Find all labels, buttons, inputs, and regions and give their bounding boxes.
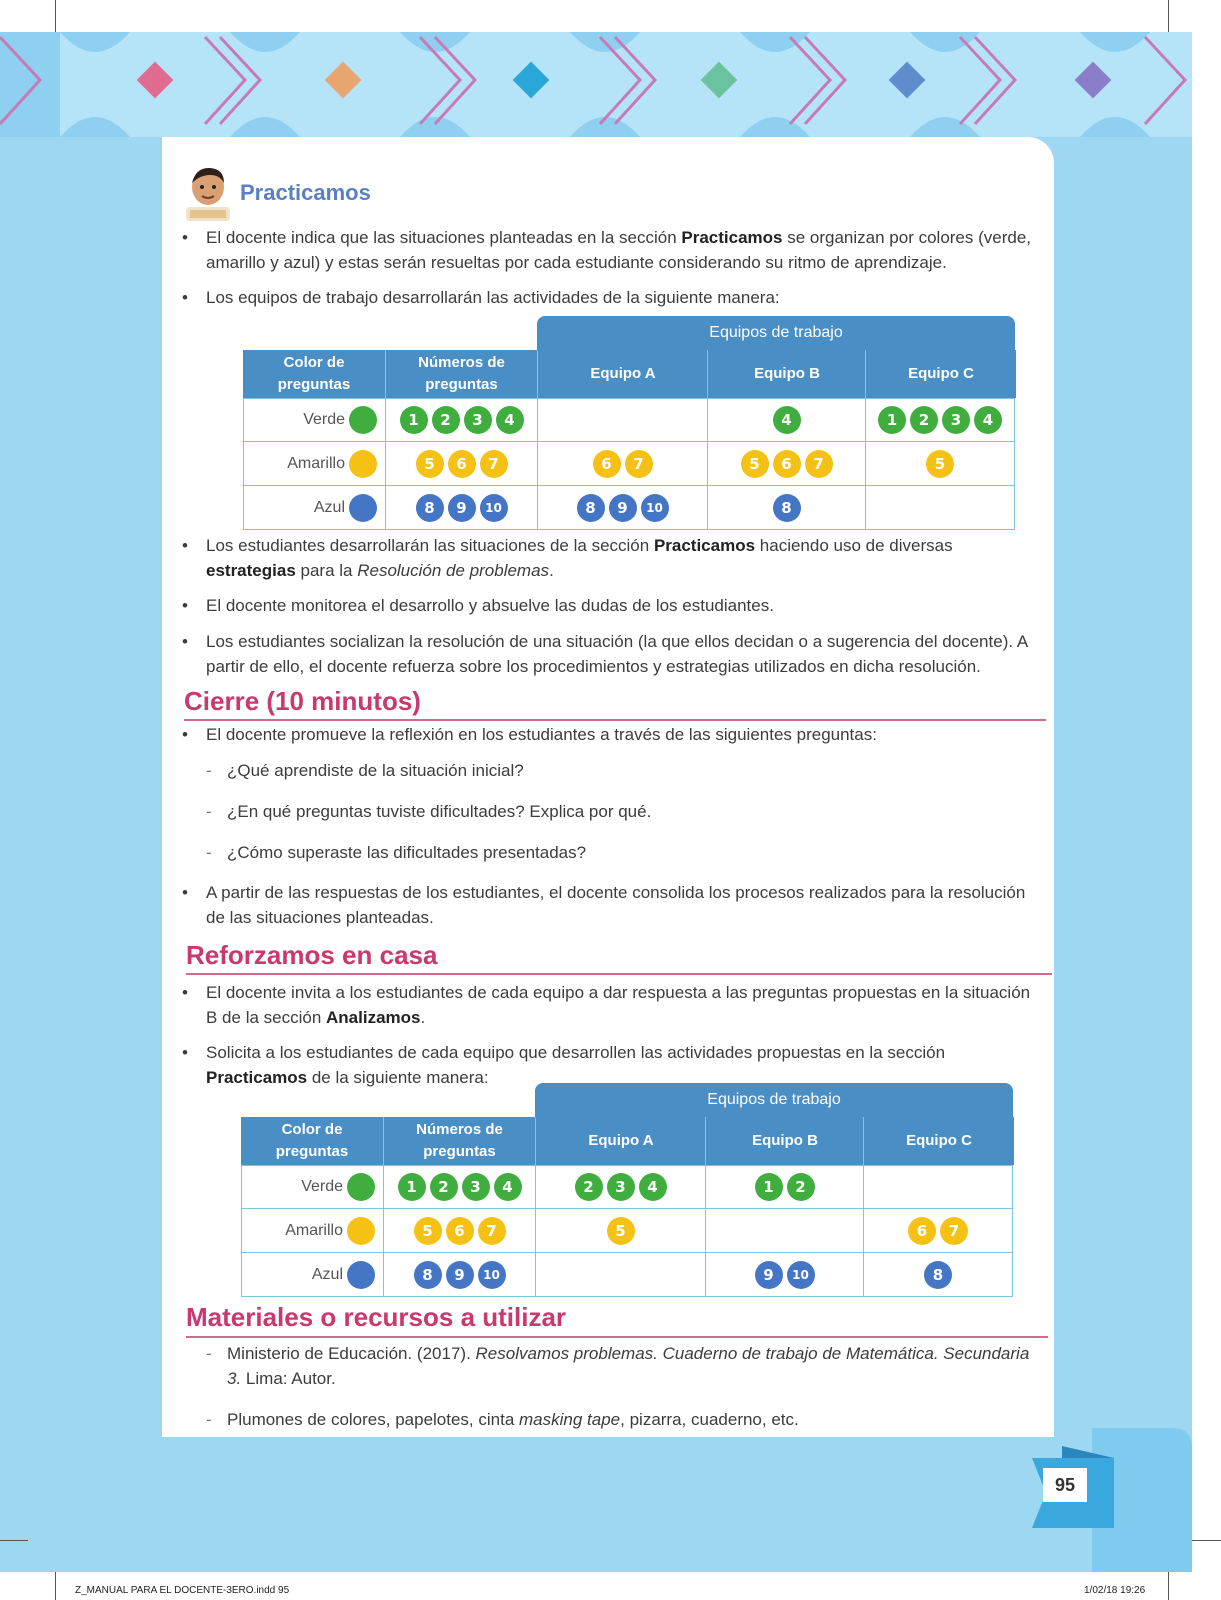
- t2-azul-c: [863, 1252, 1013, 1297]
- section-divider: [186, 973, 1052, 975]
- question-number-badge: 2: [787, 1173, 815, 1201]
- question-number-badge: 6: [446, 1217, 474, 1245]
- row-label-verde: Verde: [241, 1165, 384, 1209]
- color-header: Color de preguntas: [241, 1117, 383, 1165]
- t2-amarillo-b: [705, 1208, 864, 1253]
- t2-amarillo-a: [535, 1208, 706, 1253]
- question-number-badge: 10: [480, 494, 508, 522]
- section-divider: [186, 1336, 1048, 1338]
- question-number-badge: 8: [416, 494, 444, 522]
- question-number-badge: 6: [908, 1217, 936, 1245]
- equipo-b-header: Equipo B: [707, 350, 866, 398]
- question-number-badge: 2: [575, 1173, 603, 1201]
- question-number-badge: 3: [464, 406, 492, 434]
- question-number-badge: 7: [805, 450, 833, 478]
- row-label-amarillo: Amarillo: [243, 441, 386, 486]
- question-number-badge: 8: [924, 1261, 952, 1289]
- question-number-badge: 9: [755, 1261, 783, 1289]
- materiales-title: Materiales o recursos a utilizar: [186, 1302, 567, 1332]
- reforzamos-paragraph-1: El docente invita a los estudiantes de cada equipo a dar respuesta a las preguntas propuestas en la situación B de la sección Analizamos.: [206, 983, 1031, 1027]
- question-number-badge: 4: [494, 1173, 522, 1201]
- practicamos-paragraph-4: El docente monitorea el desarrollo y absuelve las dudas de los estudiantes.: [206, 596, 774, 615]
- color-header: Color de preguntas: [243, 350, 385, 398]
- question-number-badge: 10: [641, 494, 669, 522]
- question-number-badge: 10: [787, 1261, 815, 1289]
- practicamos-title: Practicamos: [240, 180, 371, 205]
- question-number-badge: 8: [414, 1261, 442, 1289]
- blue-dot: [347, 1261, 375, 1289]
- cierre-question-1: ¿Qué aprendiste de la situación inicial?: [227, 761, 524, 780]
- t1-verde-a: [537, 398, 708, 442]
- bullet: •: [182, 536, 188, 555]
- footer-timestamp: 1/02/18 19:26: [1084, 1585, 1146, 1596]
- bullet: •: [182, 883, 188, 902]
- question-number-badge: 3: [462, 1173, 490, 1201]
- question-number-badge: 5: [926, 450, 954, 478]
- question-number-badge: 4: [773, 406, 801, 434]
- equipos-header: Equipos de trabajo: [537, 316, 1015, 350]
- dash: -: [206, 802, 212, 821]
- student-character-icon: [180, 165, 236, 227]
- question-number-badge: 10: [478, 1261, 506, 1289]
- cierre-paragraph-2: A partir de las respuestas de los estudiantes, el docente consolida los procesos realizados para la resolución de las situaciones planteadas.: [206, 883, 1026, 927]
- question-number-badge: 6: [593, 450, 621, 478]
- question-number-badge: 1: [878, 406, 906, 434]
- practicamos-paragraph-2: Los equipos de trabajo desarrollarán las actividades de la siguiente manera:: [206, 288, 780, 307]
- question-number-badge: 5: [607, 1217, 635, 1245]
- question-number-badge: 5: [414, 1217, 442, 1245]
- bullet: •: [182, 596, 188, 615]
- bullet: •: [182, 228, 188, 247]
- cierre-title: Cierre (10 minutos): [184, 686, 421, 716]
- row-label-verde: Verde: [243, 398, 386, 442]
- t1-verde-c: [865, 398, 1015, 442]
- row-label-azul: Azul: [243, 485, 386, 530]
- question-number-badge: 9: [609, 494, 637, 522]
- question-number-badge: 5: [741, 450, 769, 478]
- t1-verde-numeros: [385, 398, 538, 442]
- material-2: Plumones de colores, papelotes, cinta masking tape, pizarra, cuaderno, etc.: [227, 1410, 799, 1429]
- bullet: •: [182, 983, 188, 1002]
- question-number-badge: 1: [755, 1173, 783, 1201]
- t1-verde-b: [707, 398, 866, 442]
- question-number-badge: 1: [400, 406, 428, 434]
- t2-amarillo-c: [863, 1208, 1013, 1253]
- dash: -: [206, 761, 212, 780]
- equipo-c-header: Equipo C: [865, 350, 1016, 398]
- t2-azul-numeros: [383, 1252, 536, 1297]
- page-number: 95: [1043, 1468, 1087, 1502]
- row-label-amarillo: Amarillo: [241, 1208, 384, 1253]
- question-number-badge: 9: [448, 494, 476, 522]
- question-number-badge: 7: [625, 450, 653, 478]
- bullet: •: [182, 632, 188, 651]
- t2-azul-a: [535, 1252, 706, 1297]
- practicamos-paragraph-5: Los estudiantes socializan la resolución de una situación (la que ellos decidan o a sugerencia del docente). A partir de ello, el docente refuerza sobre los procedimientos y estrategias utilizados en dicha resolución.: [206, 632, 1028, 676]
- cierre-paragraph-1: El docente promueve la reflexión en los estudiantes a través de las siguientes preguntas:: [206, 725, 877, 744]
- t2-verde-b: [705, 1165, 864, 1209]
- t1-azul-c: [865, 485, 1015, 530]
- dash: -: [206, 1344, 212, 1363]
- practicamos-paragraph-1: El docente indica que las situaciones planteadas en la sección Practicamos se organizan por colores (verde, amarillo y azul) y estas serán resueltas por cada estudiante considerando su ritmo de aprendizaje.: [206, 228, 1032, 272]
- equipos-header: Equipos de trabajo: [535, 1083, 1013, 1117]
- question-number-badge: 7: [478, 1217, 506, 1245]
- yellow-dot: [349, 450, 377, 478]
- bullet: •: [182, 725, 188, 744]
- t2-verde-numeros: [383, 1165, 536, 1209]
- question-number-badge: 2: [432, 406, 460, 434]
- cierre-question-2: ¿En qué preguntas tuviste dificultades? Explica por qué.: [227, 802, 652, 821]
- t1-amarillo-numeros: [385, 441, 538, 486]
- question-number-badge: 2: [430, 1173, 458, 1201]
- numeros-header: Números de preguntas: [383, 1117, 535, 1165]
- equipo-a-header: Equipo A: [537, 350, 708, 398]
- material-1: Ministerio de Educación. (2017). Resolvamos problemas. Cuaderno de trabajo de Matemática. Secundaria 3. Lima: Autor.: [227, 1344, 1030, 1388]
- question-number-badge: 6: [773, 450, 801, 478]
- question-number-badge: 7: [940, 1217, 968, 1245]
- reforzamos-title: Reforzamos en casa: [186, 940, 438, 970]
- question-number-badge: 8: [577, 494, 605, 522]
- question-number-badge: 6: [448, 450, 476, 478]
- numeros-header: Números de preguntas: [385, 350, 537, 398]
- question-number-badge: 2: [910, 406, 938, 434]
- blue-dot: [349, 494, 377, 522]
- question-number-badge: 3: [942, 406, 970, 434]
- t1-azul-b: [707, 485, 866, 530]
- row-label-azul: Azul: [241, 1252, 384, 1297]
- bullet: •: [182, 1043, 188, 1062]
- cierre-question-3: ¿Cómo superaste las dificultades presentadas?: [227, 843, 587, 862]
- question-number-badge: 1: [398, 1173, 426, 1201]
- question-number-badge: 7: [480, 450, 508, 478]
- t1-azul-a: [537, 485, 708, 530]
- equipo-b-header: Equipo B: [705, 1117, 864, 1165]
- question-number-badge: 4: [639, 1173, 667, 1201]
- t1-amarillo-c: [865, 441, 1015, 486]
- reforzamos-paragraph-2: Solicita a los estudiantes de cada equipo que desarrollen las actividades propuestas en la sección Practicamos de la siguiente manera:: [206, 1043, 946, 1087]
- question-number-badge: 4: [974, 406, 1002, 434]
- t2-amarillo-numeros: [383, 1208, 536, 1253]
- equipo-c-header: Equipo C: [863, 1117, 1014, 1165]
- practicamos-paragraph-3: Los estudiantes desarrollarán las situaciones de la sección Practicamos haciendo uso de diversas estrategias para la Resolución de problemas.: [206, 536, 953, 580]
- yellow-dot: [347, 1217, 375, 1245]
- t2-azul-b: [705, 1252, 864, 1297]
- t1-amarillo-a: [537, 441, 708, 486]
- equipo-a-header: Equipo A: [535, 1117, 706, 1165]
- question-number-badge: 4: [496, 406, 524, 434]
- green-dot: [347, 1173, 375, 1201]
- dash: -: [206, 843, 212, 862]
- t2-verde-c: [863, 1165, 1013, 1209]
- question-number-badge: 5: [416, 450, 444, 478]
- question-number-badge: 8: [773, 494, 801, 522]
- section-divider: [184, 719, 1046, 721]
- t2-verde-a: [535, 1165, 706, 1209]
- footer-file-name: Z_MANUAL PARA EL DOCENTE-3ERO.indd 95: [75, 1585, 290, 1596]
- bullet: •: [182, 288, 188, 307]
- t1-amarillo-b: [707, 441, 866, 486]
- green-dot: [349, 406, 377, 434]
- t1-azul-numeros: [385, 485, 538, 530]
- question-number-badge: 9: [446, 1261, 474, 1289]
- dash: -: [206, 1410, 212, 1429]
- question-number-badge: 3: [607, 1173, 635, 1201]
